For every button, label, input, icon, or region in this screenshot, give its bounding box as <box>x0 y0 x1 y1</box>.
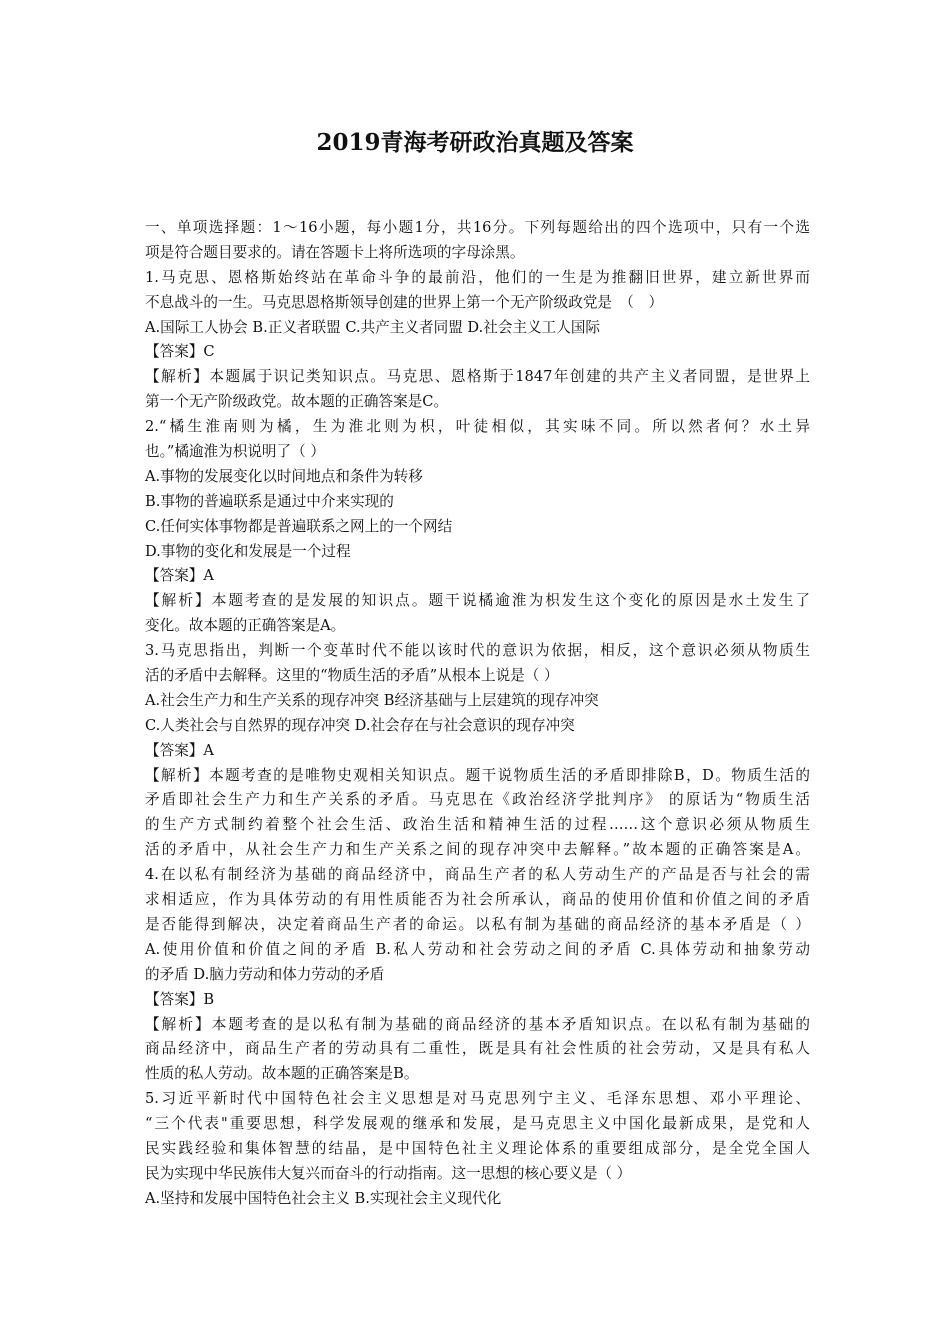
text-line: C.人类社会与自然界的现存冲突 D.社会存在与社会意识的现存冲突 <box>145 716 575 734</box>
text-line: “三个代表"重要思想，科学发展观的继承和发展，是马克思主义中国化最新成果，是党和人 <box>145 1115 810 1133</box>
text-line: 求相适应，作为具体劳动的有用性质能否为社会所承认，商品的使用价值和价值之间的矛盾 <box>145 891 810 909</box>
text-line: 的矛盾 D.脑力劳动和体力劳动的矛盾 <box>145 965 385 983</box>
text-line: 不息战斗的一生。马克思恩格斯领导创建的世界上第一个无产阶级政党是 （ ） <box>145 293 664 311</box>
text-line: B.事物的普遍联系是通过中介来实现的 <box>145 492 394 510</box>
text-line: 一、单项选择题：1～16小题，每小题1分，共16分。下列每题给出的四个选项中，只有一个选 <box>145 219 810 236</box>
text-line: 【答案】A <box>145 567 214 585</box>
text-line: A.坚持和发展中国特色社会主义 B.实现社会主义现代化 <box>145 1189 502 1207</box>
text-line: 【答案】B <box>145 990 215 1008</box>
text-line: 【解析】本题考查的是发展的知识点。题干说橘逾淮为枳发生这个变化的原因是水土发生了 <box>145 592 810 610</box>
text-line: 【答案】C <box>145 343 215 361</box>
text-line: 【解析】本题属于识记类知识点。马克思、恩格斯于1847年创建的共产主义者同盟，是世界上 <box>145 368 810 386</box>
text-line: 【解析】本题考查的是唯物史观相关知识点。题干说物质生活的矛盾即排除B，D。物质生活的 <box>145 766 810 784</box>
text-line: 5.习近平新时代中国特色社会主义思想是对马克思列宁主义、毛泽东思想、邓小平理论、 <box>145 1090 810 1108</box>
text-line: 是否能得到解决，决定着商品生产者的命运。以私有制为基础的商品经济的基本矛盾是（ ） <box>145 915 810 933</box>
text-line: 第一个无产阶级政党。故本题的正确答案是C。 <box>145 393 449 411</box>
text-line: D.事物的变化和发展是一个过程 <box>145 542 351 560</box>
text-line: 矛盾即社会生产力和生产关系的矛盾。马克思在《政治经济学批判序》 的原话为“物质生活 <box>145 791 810 809</box>
text-line: A.使用价值和价值之间的矛盾 B.私人劳动和社会劳动之间的矛盾 C.具体劳动和抽象劳动 <box>145 940 810 958</box>
text-line: C.任何实体事物都是普遍联系之网上的一个网结 <box>145 517 453 535</box>
document-body <box>145 216 810 1212</box>
text-line: 【答案】A <box>145 741 214 759</box>
text-line: 民为实现中华民族伟大复兴而奋斗的行动指南。这一思想的核心要义是（ ） <box>145 1164 632 1182</box>
text-line: 【解析】本题考查的是以私有制为基础的商品经济的基本矛盾知识点。在以私有制为基础的 <box>145 1015 810 1033</box>
text-line: A.社会生产力和生产关系的现存冲突 B经济基础与上层建筑的现存冲突 <box>145 691 599 709</box>
text-line: 活的矛盾中，从社会生产力和生产关系之间的现存冲突中去解释。”故本题的正确答案是A。 <box>145 841 810 859</box>
text-line: A.事物的发展变化以时间地点和条件为转移 <box>145 467 423 485</box>
text-line: A.国际工人协会 B.正义者联盟 C.共产主义者同盟 D.社会主义工人国际 <box>145 318 601 336</box>
text-line: 2.“橘生淮南则为橘，生为淮北则为枳，叶徒相似，其实味不同。所以然者何？水土异 <box>145 418 810 436</box>
text-line: 也。”橘逾淮为枳说明了（ ） <box>145 443 325 461</box>
text-line: 1.马克思、恩格斯始终站在革命斗争的最前沿，他们的一生是为推翻旧世界，建立新世界而 <box>145 268 810 286</box>
text-line: 民实践经验和集体智慧的结晶，是中国特色社主义理论体系的重要组成部分，是全党全国人 <box>145 1139 810 1157</box>
document-title: 2019青海考研政治真题及答案 <box>316 129 634 156</box>
text-line: 项是符合题目要求的。请在答题卡上将所选项的字母涂黑。 <box>145 243 525 261</box>
text-line: 3.马克思指出，判断一个变革时代不能以该时代的意识为依据，相反，这个意识必须从物质生 <box>145 642 810 660</box>
text-line: 4.在以私有制经济为基础的商品经济中，商品生产者的私人劳动生产的产品是否与社会的需 <box>145 866 810 884</box>
text-line: 活的矛盾中去解释。这里的“物质生活的矛盾”从根本上说是（ ） <box>145 667 559 685</box>
text-line: 商品经济中，商品生产者的劳动具有二重性，既是具有社会性质的社会劳动，又是具有私人 <box>145 1040 810 1058</box>
text-line: 性质的私人劳动。故本题的正确答案是B。 <box>145 1065 419 1083</box>
text-line: 变化。故本题的正确答案是A。 <box>145 617 346 635</box>
text-line: 的生产方式制约着整个社会生活、政治生活和精神生活的过程……这个意识必须从物质生 <box>145 816 810 834</box>
